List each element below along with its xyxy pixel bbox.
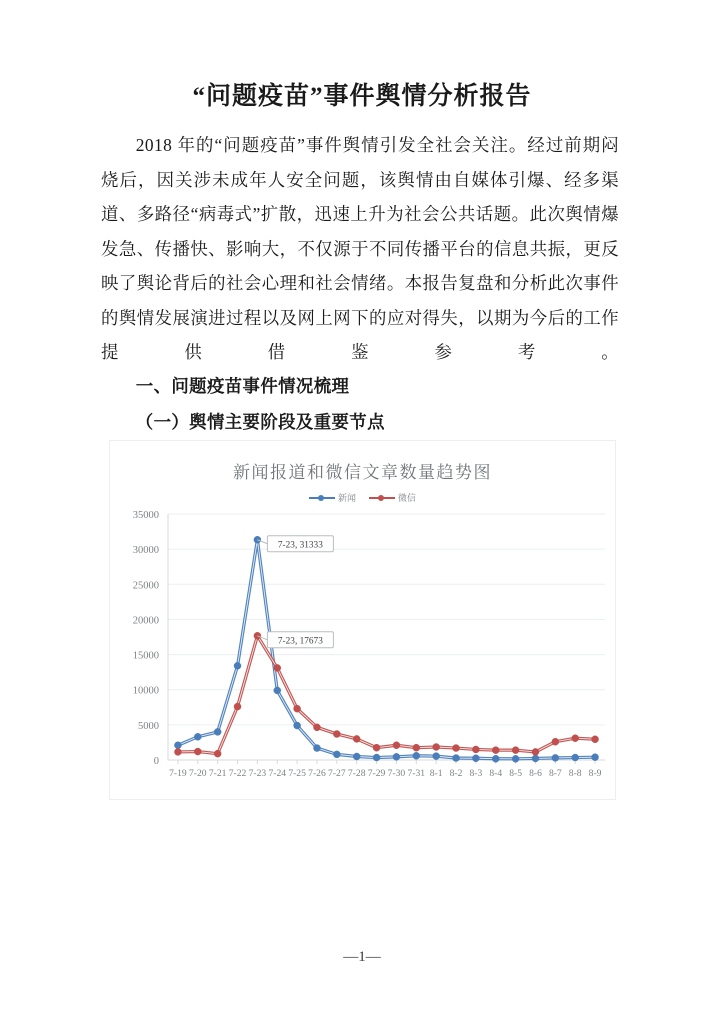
x-axis-tick-label: 8-6 <box>529 768 542 779</box>
x-axis-tick-label: 7-29 <box>367 768 386 779</box>
data-point[interactable] <box>492 755 499 762</box>
legend-item-wechat[interactable] <box>369 491 416 504</box>
data-point[interactable] <box>214 728 221 735</box>
legend-marker-wechat-icon <box>369 494 395 502</box>
trend-line-chart <box>110 504 617 794</box>
x-axis-tick-label: 8-4 <box>489 768 503 779</box>
chart-container <box>109 440 616 800</box>
data-point[interactable] <box>214 750 221 757</box>
data-point[interactable] <box>373 744 380 751</box>
y-axis-tick-label: 25000 <box>132 580 159 592</box>
data-point[interactable] <box>393 753 400 760</box>
data-point[interactable] <box>552 738 559 745</box>
headings-block <box>101 370 619 439</box>
data-point[interactable] <box>532 748 539 755</box>
data-point[interactable] <box>592 754 599 761</box>
data-point[interactable] <box>274 664 281 671</box>
data-point[interactable] <box>413 752 420 759</box>
y-axis-tick-label: 35000 <box>132 510 159 521</box>
x-axis-tick-label: 7-28 <box>347 768 366 779</box>
chart-plot-area <box>110 504 617 794</box>
y-axis-tick-label: 0 <box>153 756 159 767</box>
data-point[interactable] <box>552 754 559 761</box>
chart-title: 新闻报道和微信文章数量趋势图 <box>233 463 492 482</box>
x-axis-tick-label: 7-24 <box>268 768 287 779</box>
data-point[interactable] <box>512 755 519 762</box>
legend-item-news[interactable] <box>309 491 356 504</box>
data-point[interactable] <box>592 736 599 743</box>
legend-marker-news-icon <box>309 494 335 502</box>
intro-paragraph: 2018 年的“问题疫苗”事件舆情引发全社会关注。经过前期闷烧后，因关涉未成年人安全问题，该舆情由自媒体引爆、经多渠道、多路径“病毒式”扩散，迅速上升为社会公共话题。此次舆情爆发急、传播快、影响大，不仅源于不同传播平台的信息共振，更反映了舆论背后的社会心理和社会情绪。本报告复盘和分析此次事件的舆情发展演进过程以及网上网下的应对得失，以期为今后的工作提供借鉴参考。 <box>101 135 619 362</box>
data-point[interactable] <box>532 755 539 762</box>
data-point[interactable] <box>572 735 579 742</box>
x-axis-tick-label: 7-27 <box>328 768 346 779</box>
data-point[interactable] <box>373 754 380 761</box>
y-axis-tick-label: 10000 <box>132 685 159 697</box>
y-axis-tick-label: 15000 <box>132 650 159 662</box>
data-point[interactable] <box>294 705 301 712</box>
x-axis-tick-label: 7-25 <box>288 768 306 779</box>
data-point[interactable] <box>254 632 261 639</box>
x-axis-tick-label: 7-21 <box>208 768 227 779</box>
data-point[interactable] <box>174 742 181 749</box>
y-axis-tick-label: 20000 <box>132 615 159 627</box>
data-point[interactable] <box>234 662 241 669</box>
data-point[interactable] <box>353 735 360 742</box>
data-point[interactable] <box>254 536 261 543</box>
annotation-label: 7-23, 17673 <box>277 636 323 647</box>
data-point[interactable] <box>413 744 420 751</box>
x-axis-tick-label: 8-3 <box>469 768 483 779</box>
x-axis-tick-label: 8-8 <box>568 768 582 779</box>
data-point[interactable] <box>453 755 460 762</box>
data-point[interactable] <box>274 687 281 694</box>
data-point[interactable] <box>313 724 320 731</box>
legend-label-news: 新闻 <box>337 493 356 503</box>
data-point[interactable] <box>433 753 440 760</box>
data-point[interactable] <box>492 747 499 754</box>
data-point[interactable] <box>433 743 440 750</box>
heading-level-2: （一）舆情主要阶段及重要节点 <box>135 411 385 432</box>
data-point[interactable] <box>572 754 579 761</box>
x-axis-tick-label: 7-19 <box>169 768 187 779</box>
x-axis-tick-label: 7-31 <box>407 768 426 779</box>
data-point[interactable] <box>194 748 201 755</box>
chart-legend <box>110 491 615 504</box>
x-axis-tick-label: 7-30 <box>387 768 406 779</box>
x-axis-tick-label: 8-7 <box>548 768 562 779</box>
x-axis-tick-label: 8-2 <box>449 768 463 779</box>
data-point[interactable] <box>234 703 241 710</box>
x-axis-tick-label: 8-1 <box>429 768 443 779</box>
data-point[interactable] <box>294 722 301 729</box>
data-point[interactable] <box>453 745 460 752</box>
data-point[interactable] <box>512 747 519 754</box>
data-point[interactable] <box>194 733 201 740</box>
x-axis-tick-label: 8-9 <box>588 768 602 779</box>
y-axis-tick-label: 5000 <box>138 720 159 732</box>
x-axis-tick-label: 8-5 <box>509 768 523 779</box>
data-point[interactable] <box>333 730 340 737</box>
data-point[interactable] <box>333 751 340 758</box>
page-number-footer: —1— <box>343 949 381 965</box>
heading-level-1: 一、问题疫苗事件情况梳理 <box>135 377 350 397</box>
data-point[interactable] <box>472 755 479 762</box>
x-axis-tick-label: 7-23 <box>248 768 267 779</box>
x-axis-tick-label: 7-20 <box>188 768 207 779</box>
x-axis-tick-label: 7-22 <box>228 768 247 779</box>
x-axis-tick-label: 7-26 <box>308 768 326 779</box>
data-point[interactable] <box>353 753 360 760</box>
y-axis-tick-label: 30000 <box>132 545 159 557</box>
data-point[interactable] <box>313 745 320 752</box>
legend-label-wechat: 微信 <box>398 493 417 503</box>
annotation-label: 7-23, 31333 <box>277 540 323 551</box>
page-title: “问题疫苗”事件舆情分析报告 <box>192 83 532 110</box>
data-point[interactable] <box>472 746 479 753</box>
data-point[interactable] <box>393 742 400 749</box>
series-line-highlight <box>178 540 595 759</box>
data-point[interactable] <box>174 748 181 755</box>
body-text-block <box>101 128 619 370</box>
